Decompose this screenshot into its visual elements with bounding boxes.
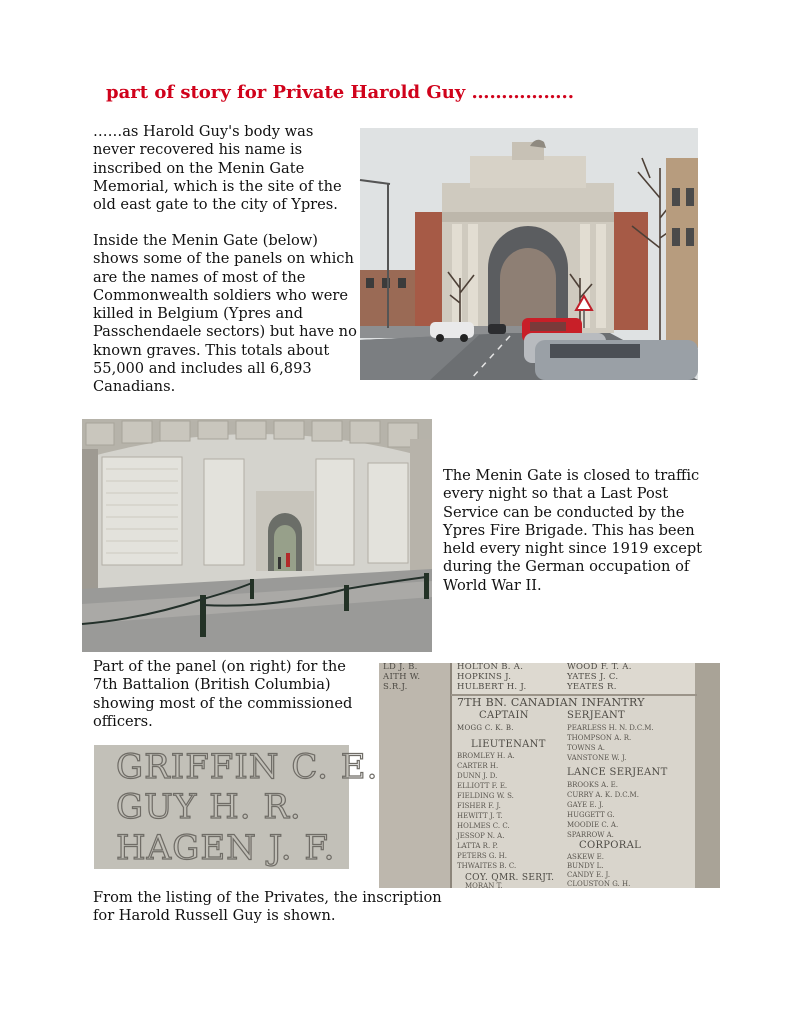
lieutenant-name: HOLMES C. C. (457, 822, 510, 830)
serjeant-name: TOWNS A. (567, 744, 606, 752)
menin-gate-exterior-photo (360, 128, 698, 380)
battalion-heading: 7TH BN. CANADIAN INFANTRY (457, 696, 645, 709)
lieutenant-name: BROMLEY H. A. (457, 752, 515, 760)
lance-serjeant-name: BROOKS A. E. (567, 781, 618, 789)
lance-serjeant-name: MOODIE C. A. (567, 821, 619, 829)
top-name: WOOD F. T. A. (567, 662, 632, 672)
lance-serjeant-name: CURRY A. K. D.C.M. (567, 791, 639, 799)
inscription-line-guy: GUY H. R. (116, 787, 302, 827)
inscription-closeup-photo (94, 745, 379, 869)
top-name: HULBERT H. J. (457, 682, 527, 692)
coy-name: MORAN T. (465, 882, 503, 890)
lance-serjeant-label: LANCE SERJEANT (567, 767, 668, 778)
captain-label: CAPTAIN (479, 710, 529, 721)
lieutenant-name: FISHER F. J. (457, 802, 501, 810)
left-edge-name: S.R.J. (383, 682, 408, 692)
battalion-panel-photo (379, 663, 720, 888)
corporal-label: CORPORAL (579, 840, 642, 851)
serjeant-name: THOMPSON A. R. (567, 734, 632, 742)
serjeant-label: SERJEANT (567, 710, 626, 721)
corporal-name: ASKEW E. (567, 853, 604, 861)
left-edge-name: AITH W. (383, 672, 421, 682)
intro-paragraph-2: Inside the Menin Gate (below) shows some of the panels on which are the names of most of the Commonwealth soldiers who were killed in Belgium (Ypres and Passchendaele sectors) but have no known graves. This totals about 55,000 and includes all 6,893 Canadians. (93, 232, 357, 396)
lieutenant-name: CARTER H. (457, 762, 499, 770)
last-post-paragraph: The Menin Gate is closed to traffic every night so that a Last Post Service can be conducted by the Ypres Fire Brigade. This has been held every night since 1919 except during the German occupation of World War II. (443, 467, 703, 594)
serjeant-name: PEARLESS H. N. D.C.M. (567, 724, 654, 732)
top-name: HOLTON B. A. (457, 662, 524, 672)
top-name: YEATES R. (567, 682, 617, 692)
top-name: YATES J. C. (567, 672, 619, 682)
lieutenant-name: THWAITES B. C. (457, 862, 517, 870)
top-name: HOPKINS J. (457, 672, 512, 682)
inscription-line-griffin: GRIFFIN C. E. (116, 747, 379, 787)
lieutenant-name: JESSOP N. A. (457, 832, 505, 840)
lance-serjeant-name: GAYE E. J. (567, 801, 604, 809)
lieutenant-name: ELLIOTT F. E. (457, 782, 508, 790)
lieutenant-name: DUNN J. D. (457, 772, 498, 780)
lieutenant-name: LATTA R. P. (457, 842, 498, 850)
inscription-line-hagen: HAGEN J. F. (116, 828, 336, 868)
corporal-name: CLOUSTON G. H. (567, 880, 631, 888)
page-title: part of story for Private Harold Guy …………….. (106, 82, 575, 103)
lieutenant-name: PETERS G. H. (457, 852, 508, 860)
corporal-name: CANDY E. J. (567, 871, 611, 879)
captain-name: MOGG C. K. B. (457, 724, 514, 732)
lance-serjeant-name: SPARROW A. (567, 831, 614, 839)
corporal-name: BUNDY L. (567, 862, 604, 870)
lance-serjeant-name: HUGGETT G. (567, 811, 615, 819)
lieutenant-name: FIELDING W. S. (457, 792, 514, 800)
left-edge-name: LD J. B. (383, 662, 418, 672)
privates-caption: From the listing of the Privates, the inscription for Harold Russell Guy is shown. (93, 889, 442, 925)
panel-caption: Part of the panel (on right) for the 7th Battalion (British Columbia) showing most of the commissioned officers. (93, 658, 353, 730)
lieutenant-label: LIEUTENANT (471, 739, 546, 750)
serjeant-name: VANSTONE W. J. (567, 754, 627, 762)
lieutenant-name: HEWITT J. T. (457, 812, 503, 820)
coy-label: COY. QMR. SERJT. (465, 873, 555, 883)
menin-gate-interior-photo (82, 419, 432, 652)
intro-paragraph-1: ……as Harold Guy's body was never recovered his name is inscribed on the Menin Gate Memorial, which is the site of the old east gate to the city of Ypres. (93, 123, 342, 214)
